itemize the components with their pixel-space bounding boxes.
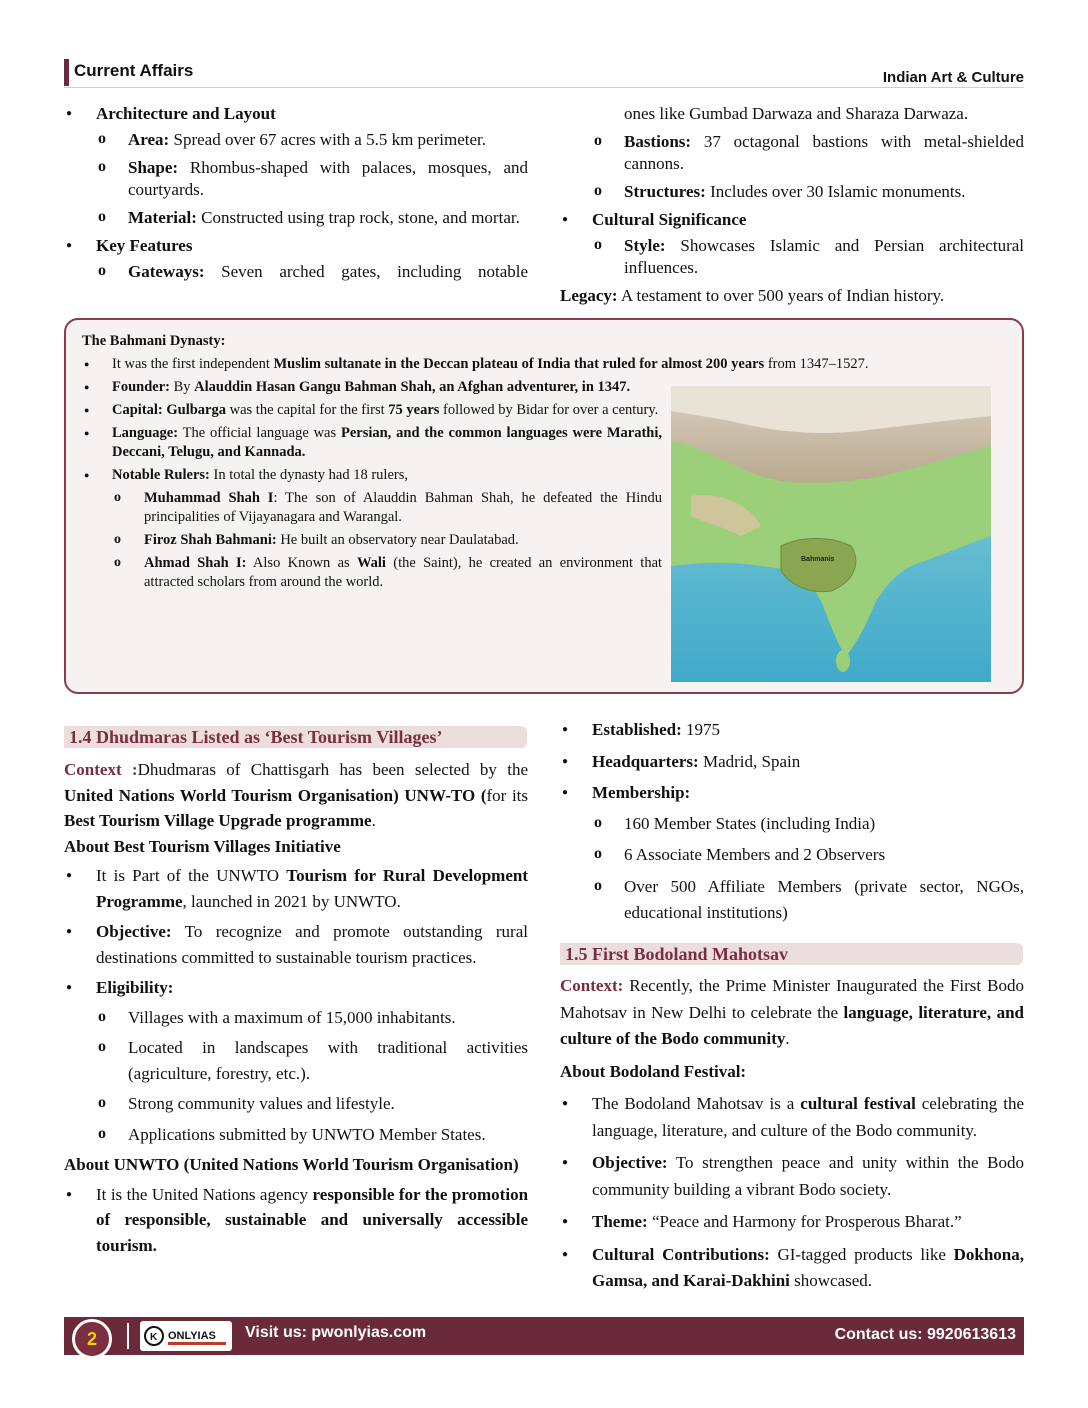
list-item: ● Eligibility: o Villages with a maximum of 15,000 inhabitants. o Located in landscapes with traditional activities (agriculture, forestry, etc.). o Strong community values and lifestyle. o Applications submitted by UNWTO Member States. <box>64 975 528 1147</box>
contact-number: Contact us: 9920613613 <box>834 1326 1016 1343</box>
list-item: o 160 Member States (including India) <box>592 811 1024 838</box>
list-item: ● Objective: To strengthen peace and unity within the Bodo community building a vibrant Bodo society. <box>560 1150 1024 1203</box>
list-item: o Gateways: Seven arched gates, including notable <box>96 261 528 283</box>
map-label: Bahmanis <box>801 556 835 563</box>
unwto-facts <box>560 717 1024 932</box>
list-item: ● Established: 1975 <box>560 717 1024 744</box>
list-item: o Villages with a maximum of 15,000 inhabitants. <box>96 1005 528 1031</box>
subheading-about-unwto: About UNWTO (United Nations World Tourism Organisation) <box>64 1155 519 1174</box>
list-item: ● Cultural Contributions: GI-tagged products like Dokhona, Gamsa, and Karai-Dakhini showcased. <box>560 1242 1024 1295</box>
list-item: ● It is Part of the UNWTO Tourism for Rural Development Programme, launched in 2021 by UNWTO. <box>64 863 528 914</box>
list-item: ● Theme: “Peace and Harmony for Prosperous Bharat.” <box>560 1209 1024 1236</box>
context-paragraph: Context: Recently, the Prime Minister Inaugurated the First Bodo Mahotsav in New Delhi to celebrate the language, literature, and culture of the Bodo community. <box>560 976 1025 1048</box>
list-item: ● Cultural Significance o Style: Showcases Islamic and Persian architectural influences. <box>560 209 1024 279</box>
section-heading-1-5: 1.5 First Bodoland Mahotsav <box>560 943 1023 965</box>
top-right-column <box>560 103 1024 307</box>
list-item: o Located in landscapes with traditional activities (agriculture, forestry, etc.). <box>96 1035 528 1086</box>
list-item: ● Membership: o 160 Member States (including India) o 6 Associate Members and 2 Observers o Over 500 Affiliate Members (private sector, NGOs, educational institutions) <box>560 780 1024 927</box>
section-1-5-body <box>560 973 1024 1301</box>
list-item: o Firoz Shah Bahmani: He built an observatory near Daulatabad. <box>112 531 662 550</box>
list-item: o Style: Showcases Islamic and Persian architectural influences. <box>592 235 1024 279</box>
footer-bar <box>64 1317 1024 1355</box>
list-item: ● Headquarters: Madrid, Spain <box>560 749 1024 776</box>
list-item: o Over 500 Affiliate Members (private sector, NGOs, educational institutions) <box>592 874 1024 927</box>
legacy-line: Legacy: A testament to over 500 years of Indian history. <box>560 286 945 305</box>
list-item: o Area: Spread over 67 acres with a 5.5 km perimeter. <box>96 129 528 151</box>
list-item: o Bastions: 37 octagonal bastions with metal-shielded cannons. <box>592 131 1024 175</box>
list-item: ● Notable Rulers: In total the dynasty had 18 rulers, o Muhammad Shah I: The son of Alauddin Bahman Shah, he defeated the Hindu principalities of Vijayanagara and Warangal. o Firoz Shah Bahmani: He built an observatory near Daulatabad. o Ahmad Shah I: Also Known as Wali (the Saint), he created an environment that attracted scholars from around the world. <box>82 466 662 592</box>
list-item: ● Architecture and Layout o Area: Spread over 67 acres with a 5.5 km perimeter. o Shape: Rhombus-shaped with palaces, mosques, and courtyards. o Material: Constructed using trap rock, stone, and mortar. <box>64 103 528 229</box>
list-item: ● The Bodoland Mahotsav is a cultural festival celebrating the language, literature, and culture of the Bodo community. <box>560 1091 1024 1144</box>
list-item: ● It is the United Nations agency responsible for the promotion of responsible, sustainable and universally accessible tourism. <box>64 1182 528 1259</box>
list-item: o 6 Associate Members and 2 Observers <box>592 842 1024 869</box>
gateways-continuation: ones like Gumbad Darwaza and Sharaza Darwaza. <box>624 104 969 123</box>
subheading-about-festival: About Bodoland Festival: <box>560 1061 747 1081</box>
onlyias-logo <box>140 1321 232 1351</box>
bahmani-info-box <box>64 318 1024 694</box>
list-item: o Muhammad Shah I: The son of Alauddin Bahman Shah, he defeated the Hindu principalities of Vijayanagara and Warangal. <box>112 489 662 527</box>
list-item: o Applications submitted by UNWTO Member States. <box>96 1122 528 1148</box>
list-item: o Material: Constructed using trap rock, stone, and mortar. <box>96 207 528 229</box>
box-title: The Bahmani Dynasty: <box>82 333 226 349</box>
subheading-about-initiative: About Best Tourism Villages Initiative <box>64 836 341 856</box>
list-item: o Structures: Includes over 30 Islamic monuments. <box>592 181 1024 203</box>
list-item: ● Founder: By Alauddin Hasan Gangu Bahman Shah, an Afghan adventurer, in 1347. <box>82 378 662 397</box>
bahmani-map-image <box>671 386 991 682</box>
list-item: ● Language: The official language was Persian, and the common languages were Marathi, Deccani, Telugu, and Kannada. <box>82 424 662 462</box>
section-heading-1-4: 1.4 Dhudmaras Listed as ‘Best Tourism Villages’ <box>64 726 527 748</box>
top-left-column <box>64 103 528 289</box>
header-accent-bar <box>64 59 69 86</box>
list-item: ● Capital: Gulbarga was the capital for the first 75 years followed by Bidar for over a century. <box>82 401 662 420</box>
list-item: o Shape: Rhombus-shaped with palaces, mosques, and courtyards. <box>96 157 528 201</box>
header-subject: Indian Art & Culture <box>882 69 1024 86</box>
list-item <box>592 131 1024 203</box>
page-number: 2 <box>72 1319 112 1359</box>
header-divider <box>64 87 1024 88</box>
context-paragraph: Context :Dhudmaras of Chattisgarh has been selected by the United Nations World Tourism Organisation) UNW-TO (for its Best Tourism Village Upgrade programme. <box>64 760 529 830</box>
list-item: ● Key Features o Gateways: Seven arched gates, including notable <box>64 235 528 283</box>
website-link[interactable]: Visit us: pwonlyias.com <box>245 1324 427 1341</box>
header-title: Current Affairs <box>74 61 194 80</box>
list-item: o Ahmad Shah I: Also Known as Wali (the Saint), he created an environment that attracted scholars from around the world. <box>112 554 662 592</box>
svg-text:K: K <box>150 1332 158 1343</box>
section-1-4-body <box>64 757 528 1263</box>
list-item: ● Objective: To recognize and promote outstanding rural destinations committed to sustainable tourism practices. <box>64 919 528 970</box>
list-item: ● It was the first independent Muslim sultanate in the Deccan plateau of India that ruled for almost 200 years from 1347–1527. <box>82 355 1012 374</box>
svg-text:ONLYIAS: ONLYIAS <box>168 1330 216 1342</box>
footer-divider <box>127 1323 129 1349</box>
list-item: o Strong community values and lifestyle. <box>96 1091 528 1117</box>
